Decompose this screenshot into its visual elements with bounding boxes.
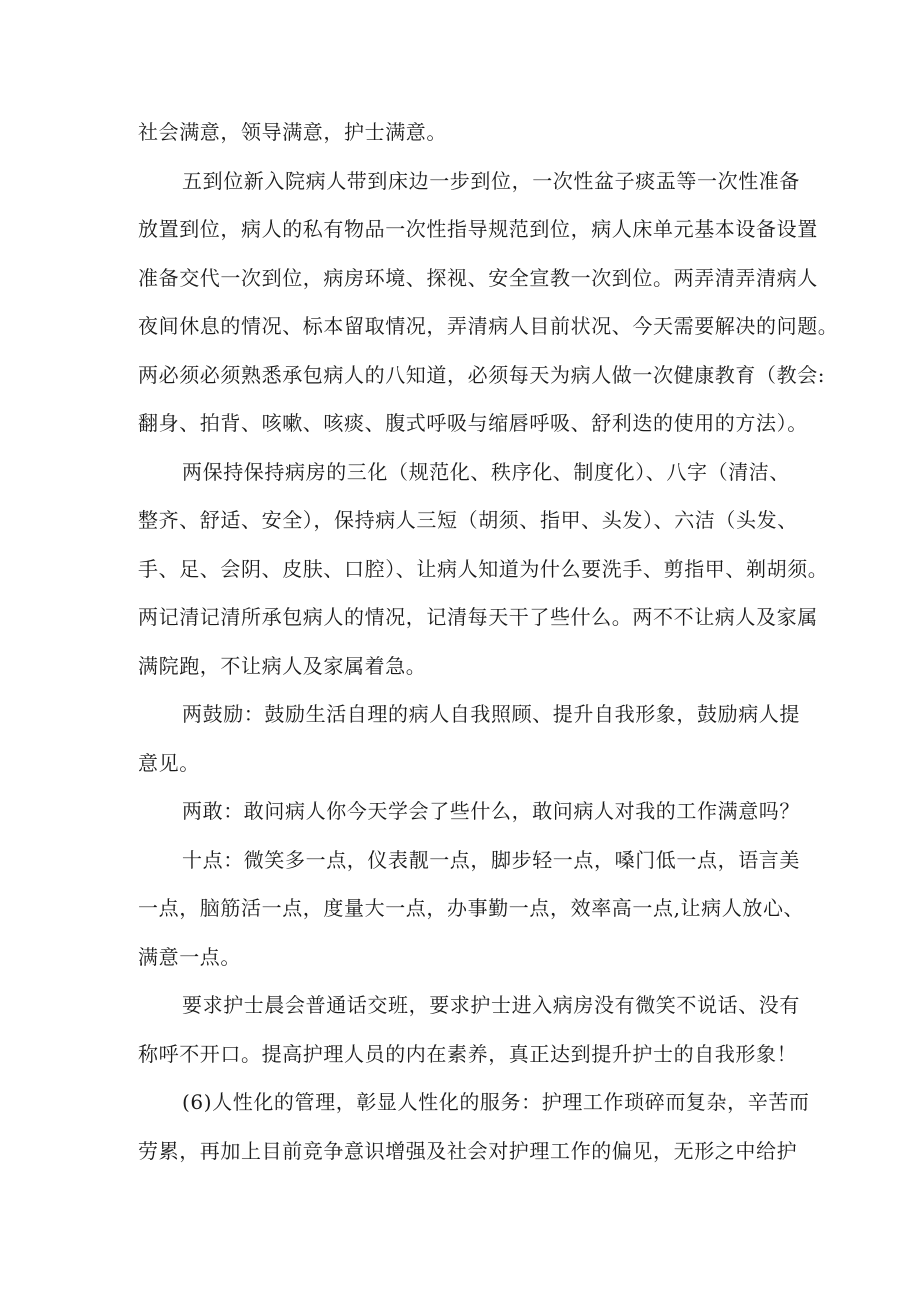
text-line: 两记清记清所承包病人的情况，记清每天干了些什么。两不不让病人及家属 (138, 605, 818, 629)
text-line: 意见。 (138, 750, 200, 775)
text-line: 放置到位，病人的私有物品一次性指导规范到位，病人床单元基本设备设置 (138, 217, 818, 241)
text-line: 手、足、会阴、皮肤、口腔）、让病人知道为什么要洗手、剪指甲、剃胡须。 (138, 556, 829, 581)
text-line: (6)人性化的管理，彰显人性化的服务：护理工作琐碎而复杂，辛苦而 (182, 1090, 810, 1114)
text-line: 五到位新入院病人带到床边一步到位，一次性盆子痰盂等一次性准备 (182, 168, 800, 193)
text-line: 两保持保持病房的三化（规范化、秩序化、制度化）、八字（清洁、 (182, 459, 790, 484)
text-line: 夜间休息的情况、标本留取情况，弄清病人目前状况、今天需要解决的问题。 (138, 314, 839, 338)
document-page (138, 108, 839, 1175)
text-line: 要求护士晨会普通话交班，要求护士进入病房没有微笑不说话、没有 (182, 993, 800, 1017)
text-line: 称呼不开口。提高护理人员的内在素养，真正达到提升护士的自我形象！ (138, 1041, 798, 1066)
text-line: 两敢：敢问病人你今天学会了些什么，敢问病人对我的工作满意吗？ (182, 799, 800, 823)
text-line: 社会满意，领导满意，护士满意。 (138, 120, 447, 144)
text-line: 准备交代一次到位，病房环境、探视、安全宣教一次到位。两弄清弄清病人 (138, 265, 818, 290)
text-line: 两必须必须熟悉承包病人的八知道，必须每天为病人做一次健康教育（教会: (138, 362, 826, 387)
text-line: 一点，脑筋活一点，度量大一点，办事勤一点，效率高一点,让病人放心、 (138, 896, 805, 920)
text-line: 翻身、拍背、咳嗽、咳痰、腹式呼吸与缩唇呼吸、舒利迭的使用的方法）。 (138, 411, 808, 435)
text-line: 整齐、舒适、安全），保持病人三短（胡须、指甲、头发）、六洁（头发、 (138, 508, 798, 532)
text-line: 满意一点。 (138, 944, 241, 969)
text-line: 十点：微笑多一点，仪表靓一点，脚步轻一点，嗓门低一点，语言美 (182, 847, 800, 872)
text-line: 满院跑，不让病人及家属着急。 (138, 653, 427, 678)
text-line: 劳累，再加上目前竞争意识增强及社会对护理工作的偏见，无形之中给护 (138, 1138, 798, 1163)
text-line: 两鼓励：鼓励生活自理的病人自我照顾、提升自我形象，鼓励病人提 (182, 702, 800, 726)
